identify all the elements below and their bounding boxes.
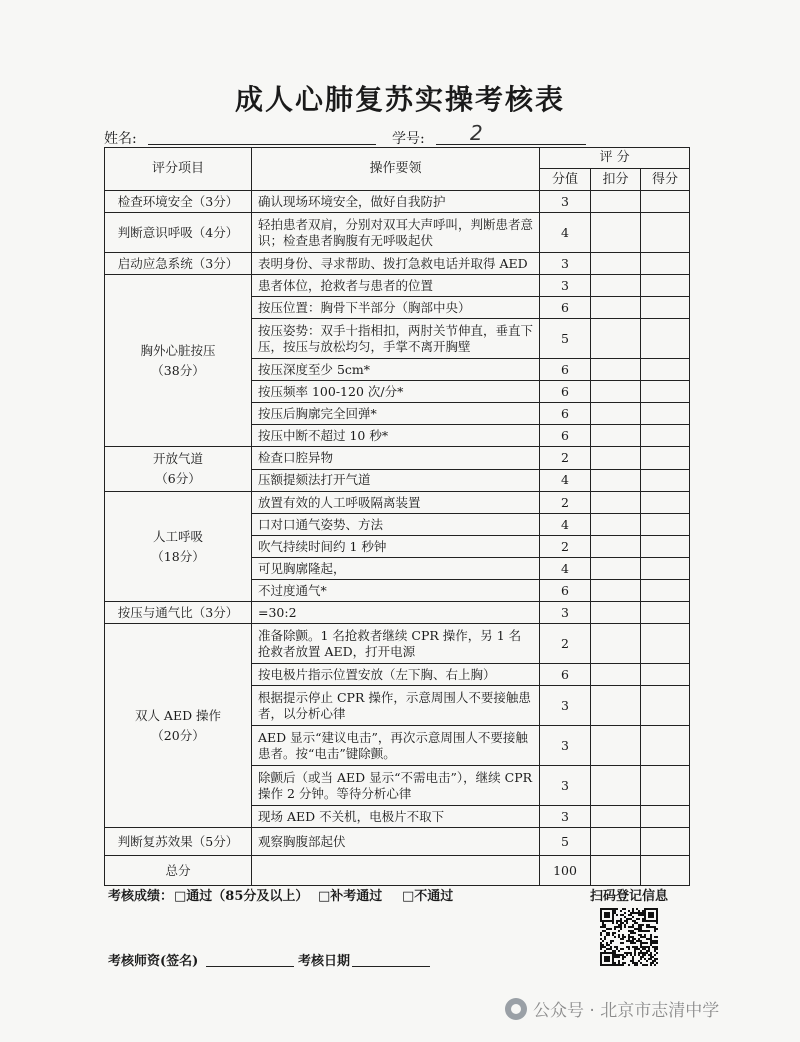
row-score-cell[interactable] bbox=[641, 297, 690, 319]
table-row bbox=[105, 253, 690, 275]
row-points: 4 bbox=[540, 514, 591, 536]
row-points: 3 bbox=[540, 191, 591, 213]
row-deduct-cell[interactable] bbox=[591, 664, 641, 686]
row-score-cell[interactable] bbox=[641, 359, 690, 381]
row-points: 2 bbox=[540, 492, 591, 514]
result-option-retake[interactable]: □补考通过 bbox=[318, 889, 383, 904]
row-score-cell[interactable] bbox=[641, 381, 690, 403]
table-row bbox=[105, 492, 690, 514]
row-points: 3 bbox=[540, 253, 591, 275]
page-title: 成人心肺复苏实操考核表 bbox=[234, 83, 565, 116]
row-points: 2 bbox=[540, 624, 591, 664]
table-row bbox=[105, 447, 690, 470]
row-score-cell[interactable] bbox=[641, 213, 690, 253]
result-option-pass[interactable]: □通过（85分及以上） bbox=[174, 889, 309, 904]
row-category bbox=[105, 624, 252, 828]
row-points: 6 bbox=[540, 359, 591, 381]
row-deduct-cell[interactable] bbox=[591, 580, 641, 602]
row-deduct-cell[interactable] bbox=[591, 381, 641, 403]
row-deduct-cell[interactable] bbox=[591, 686, 641, 726]
row-score-cell[interactable] bbox=[641, 514, 690, 536]
row-deduct-cell[interactable] bbox=[591, 514, 641, 536]
row-category: 判断意识呼吸（4分） bbox=[105, 213, 252, 253]
exam-date-label: 考核日期 bbox=[298, 954, 351, 969]
row-deduct-cell[interactable] bbox=[591, 191, 641, 213]
row-deduct-cell[interactable] bbox=[591, 319, 641, 359]
row-score-cell[interactable] bbox=[641, 580, 690, 602]
row-category-line: 开放气道 bbox=[152, 451, 203, 466]
row-operation: 按压频率 100-120 次/分* bbox=[252, 381, 540, 403]
row-score-cell[interactable] bbox=[641, 191, 690, 213]
row-category-line: 胸外心脏按压 bbox=[140, 342, 216, 358]
row-operation: 按电极片指示位置安放（左下胸、右上胸） bbox=[252, 664, 540, 686]
row-operation: 表明身份、寻求帮助、拨打急救电话并取得 AED bbox=[252, 253, 540, 275]
row-points: 4 bbox=[540, 558, 591, 580]
row-operation: 除颤后（或当 AED 显示“不需电击”），继续 CPR 操作 2 分钟。等待分析心律 bbox=[252, 766, 540, 806]
row-operation: 压额提颏法打开气道 bbox=[252, 469, 540, 492]
row-score-cell[interactable] bbox=[641, 686, 690, 726]
row-deduct-cell[interactable] bbox=[591, 213, 641, 253]
row-operation: 观察胸腹部起伏 bbox=[252, 828, 540, 856]
result-option-fail[interactable]: □不通过 bbox=[402, 889, 454, 904]
name-label: 姓名: bbox=[104, 131, 137, 147]
student-id-value: 2 bbox=[470, 121, 483, 145]
row-operation: 准备除颤。1 名抢救者继续 CPR 操作，另 1 名抢救者放置 AED，打开电源 bbox=[252, 624, 540, 664]
row-deduct-cell[interactable] bbox=[591, 558, 641, 580]
row-deduct-cell[interactable] bbox=[591, 766, 641, 806]
teacher-signature-label: 考核师资(签名) bbox=[108, 954, 199, 969]
row-points: 5 bbox=[540, 828, 591, 856]
row-category bbox=[105, 447, 252, 492]
row-category-line: （18分） bbox=[151, 548, 205, 564]
row-points: 6 bbox=[540, 297, 591, 319]
row-operation: 按压姿势：双手十指相扣，两肘关节伸直，垂直下压，按压与放松均匀，手掌不离开胸壁 bbox=[252, 319, 540, 359]
row-score-cell[interactable] bbox=[641, 726, 690, 766]
row-points: 2 bbox=[540, 447, 591, 470]
header-operation: 操作要领 bbox=[252, 148, 540, 191]
row-category-line: 人工呼吸 bbox=[152, 528, 203, 544]
row-deduct-cell[interactable] bbox=[591, 425, 641, 447]
exam-date-field bbox=[352, 966, 430, 967]
row-points: 4 bbox=[540, 469, 591, 492]
row-points: 2 bbox=[540, 536, 591, 558]
row-score-cell[interactable] bbox=[641, 664, 690, 686]
row-points: 6 bbox=[540, 425, 591, 447]
row-deduct-cell[interactable] bbox=[591, 602, 641, 624]
row-category-line: 双人 AED 操作 bbox=[134, 707, 222, 723]
table-row bbox=[105, 624, 690, 664]
row-points: 6 bbox=[540, 580, 591, 602]
row-category: 判断复苏效果（5分） bbox=[105, 828, 252, 856]
row-score-cell[interactable] bbox=[641, 275, 690, 297]
row-score-cell[interactable] bbox=[641, 536, 690, 558]
row-score-cell[interactable] bbox=[641, 828, 690, 856]
row-score-cell[interactable] bbox=[641, 469, 690, 492]
row-points: 3 bbox=[540, 806, 591, 828]
row-score-cell[interactable] bbox=[641, 624, 690, 664]
scan-label: 扫码登记信息 bbox=[590, 889, 669, 904]
row-operation: 现场 AED 不关机，电极片不取下 bbox=[252, 806, 540, 828]
row-score-cell[interactable] bbox=[641, 319, 690, 359]
row-deduct-cell[interactable] bbox=[591, 359, 641, 381]
row-operation: 确认现场环境安全，做好自我防护 bbox=[252, 191, 540, 213]
row-operation: 检查口腔异物 bbox=[252, 447, 540, 470]
row-points: 3 bbox=[540, 602, 591, 624]
row-operation: 可见胸廓隆起， bbox=[252, 558, 540, 580]
row-operation: 根据提示停止 CPR 操作，示意周围人不要接触患者，以分析心律 bbox=[252, 686, 540, 726]
row-operation bbox=[252, 856, 540, 886]
row-points: 6 bbox=[540, 403, 591, 425]
row-deduct-cell[interactable] bbox=[591, 536, 641, 558]
row-operation: 放置有效的人工呼吸隔离装置 bbox=[252, 492, 540, 514]
row-deduct-cell[interactable] bbox=[591, 726, 641, 766]
watermark bbox=[505, 996, 719, 1021]
teacher-signature-field bbox=[206, 966, 294, 967]
row-points: 6 bbox=[540, 381, 591, 403]
row-operation: 按压中断不超过 10 秒* bbox=[252, 425, 540, 447]
row-points: 5 bbox=[540, 319, 591, 359]
row-category: 启动应急系统（3分） bbox=[105, 253, 252, 275]
row-deduct-cell[interactable] bbox=[591, 253, 641, 275]
header-points: 分值 bbox=[540, 169, 591, 191]
row-deduct-cell[interactable] bbox=[591, 828, 641, 856]
row-deduct-cell[interactable] bbox=[591, 297, 641, 319]
row-deduct-cell[interactable] bbox=[591, 447, 641, 470]
row-points: 3 bbox=[540, 686, 591, 726]
row-deduct-cell[interactable] bbox=[591, 806, 641, 828]
row-points: 4 bbox=[540, 213, 591, 253]
row-score-cell[interactable] bbox=[641, 558, 690, 580]
row-score-cell[interactable] bbox=[641, 492, 690, 514]
row-operation: 按压深度至少 5cm* bbox=[252, 359, 540, 381]
student-id-field bbox=[436, 144, 586, 145]
row-score-cell[interactable] bbox=[641, 447, 690, 470]
table-row bbox=[105, 191, 690, 213]
row-score-cell[interactable] bbox=[641, 856, 690, 886]
row-deduct-cell[interactable] bbox=[591, 275, 641, 297]
table-row bbox=[105, 275, 690, 297]
score-table bbox=[104, 147, 690, 886]
row-score-cell[interactable] bbox=[641, 253, 690, 275]
header-score: 评 分 bbox=[540, 148, 690, 169]
row-category bbox=[105, 275, 252, 447]
table-row bbox=[105, 602, 690, 624]
row-category-line: （38分） bbox=[151, 362, 205, 378]
row-points: 3 bbox=[540, 726, 591, 766]
header-item: 评分项目 bbox=[105, 148, 252, 191]
row-score-cell[interactable] bbox=[641, 403, 690, 425]
row-operation: 患者体位，抢救者与患者的位置 bbox=[252, 275, 540, 297]
header-deduct: 扣分 bbox=[591, 169, 641, 191]
row-points: 3 bbox=[540, 275, 591, 297]
row-score-cell[interactable] bbox=[641, 602, 690, 624]
row-score-cell[interactable] bbox=[641, 766, 690, 806]
row-points: 6 bbox=[540, 664, 591, 686]
student-id-label: 学号: bbox=[392, 131, 425, 147]
name-field bbox=[148, 144, 376, 145]
row-category-line: （20分） bbox=[151, 727, 205, 743]
row-score-cell[interactable] bbox=[641, 425, 690, 447]
header-got: 得分 bbox=[641, 169, 690, 191]
wechat-icon bbox=[505, 998, 527, 1020]
row-category: 总分 bbox=[105, 856, 252, 886]
row-category: 按压与通气比（3分） bbox=[105, 602, 252, 624]
row-category bbox=[105, 492, 252, 602]
row-operation: 轻拍患者双肩，分别对双耳大声呼叫，判断患者意识；检查患者胸腹有无呼吸起伏 bbox=[252, 213, 540, 253]
row-points: 3 bbox=[540, 766, 591, 806]
row-category-line: （6分） bbox=[155, 471, 201, 486]
row-operation: 按压位置：胸骨下半部分（胸部中央） bbox=[252, 297, 540, 319]
row-operation: 不过度通气* bbox=[252, 580, 540, 602]
table-row bbox=[105, 856, 690, 886]
row-points: 100 bbox=[540, 856, 591, 886]
row-score-cell[interactable] bbox=[641, 806, 690, 828]
row-deduct-cell[interactable] bbox=[591, 492, 641, 514]
qr-code-icon[interactable] bbox=[600, 908, 658, 966]
row-deduct-cell[interactable] bbox=[591, 403, 641, 425]
row-operation: 吹气持续时间约 1 秒钟 bbox=[252, 536, 540, 558]
result-label: 考核成绩： bbox=[108, 889, 174, 904]
watermark-text: 公众号 · 北京市志清中学 bbox=[533, 1001, 720, 1021]
table-row bbox=[105, 213, 690, 253]
row-category: 检查环境安全（3分） bbox=[105, 191, 252, 213]
row-deduct-cell[interactable] bbox=[591, 469, 641, 492]
row-operation: AED 显示“建议电击”，再次示意周围人不要接触患者。按“电击”键除颤。 bbox=[252, 726, 540, 766]
row-operation: =30:2 bbox=[252, 602, 540, 624]
row-deduct-cell[interactable] bbox=[591, 856, 641, 886]
row-operation: 口对口通气姿势、方法 bbox=[252, 514, 540, 536]
row-deduct-cell[interactable] bbox=[591, 624, 641, 664]
row-operation: 按压后胸廓完全回弹* bbox=[252, 403, 540, 425]
table-row bbox=[105, 828, 690, 856]
